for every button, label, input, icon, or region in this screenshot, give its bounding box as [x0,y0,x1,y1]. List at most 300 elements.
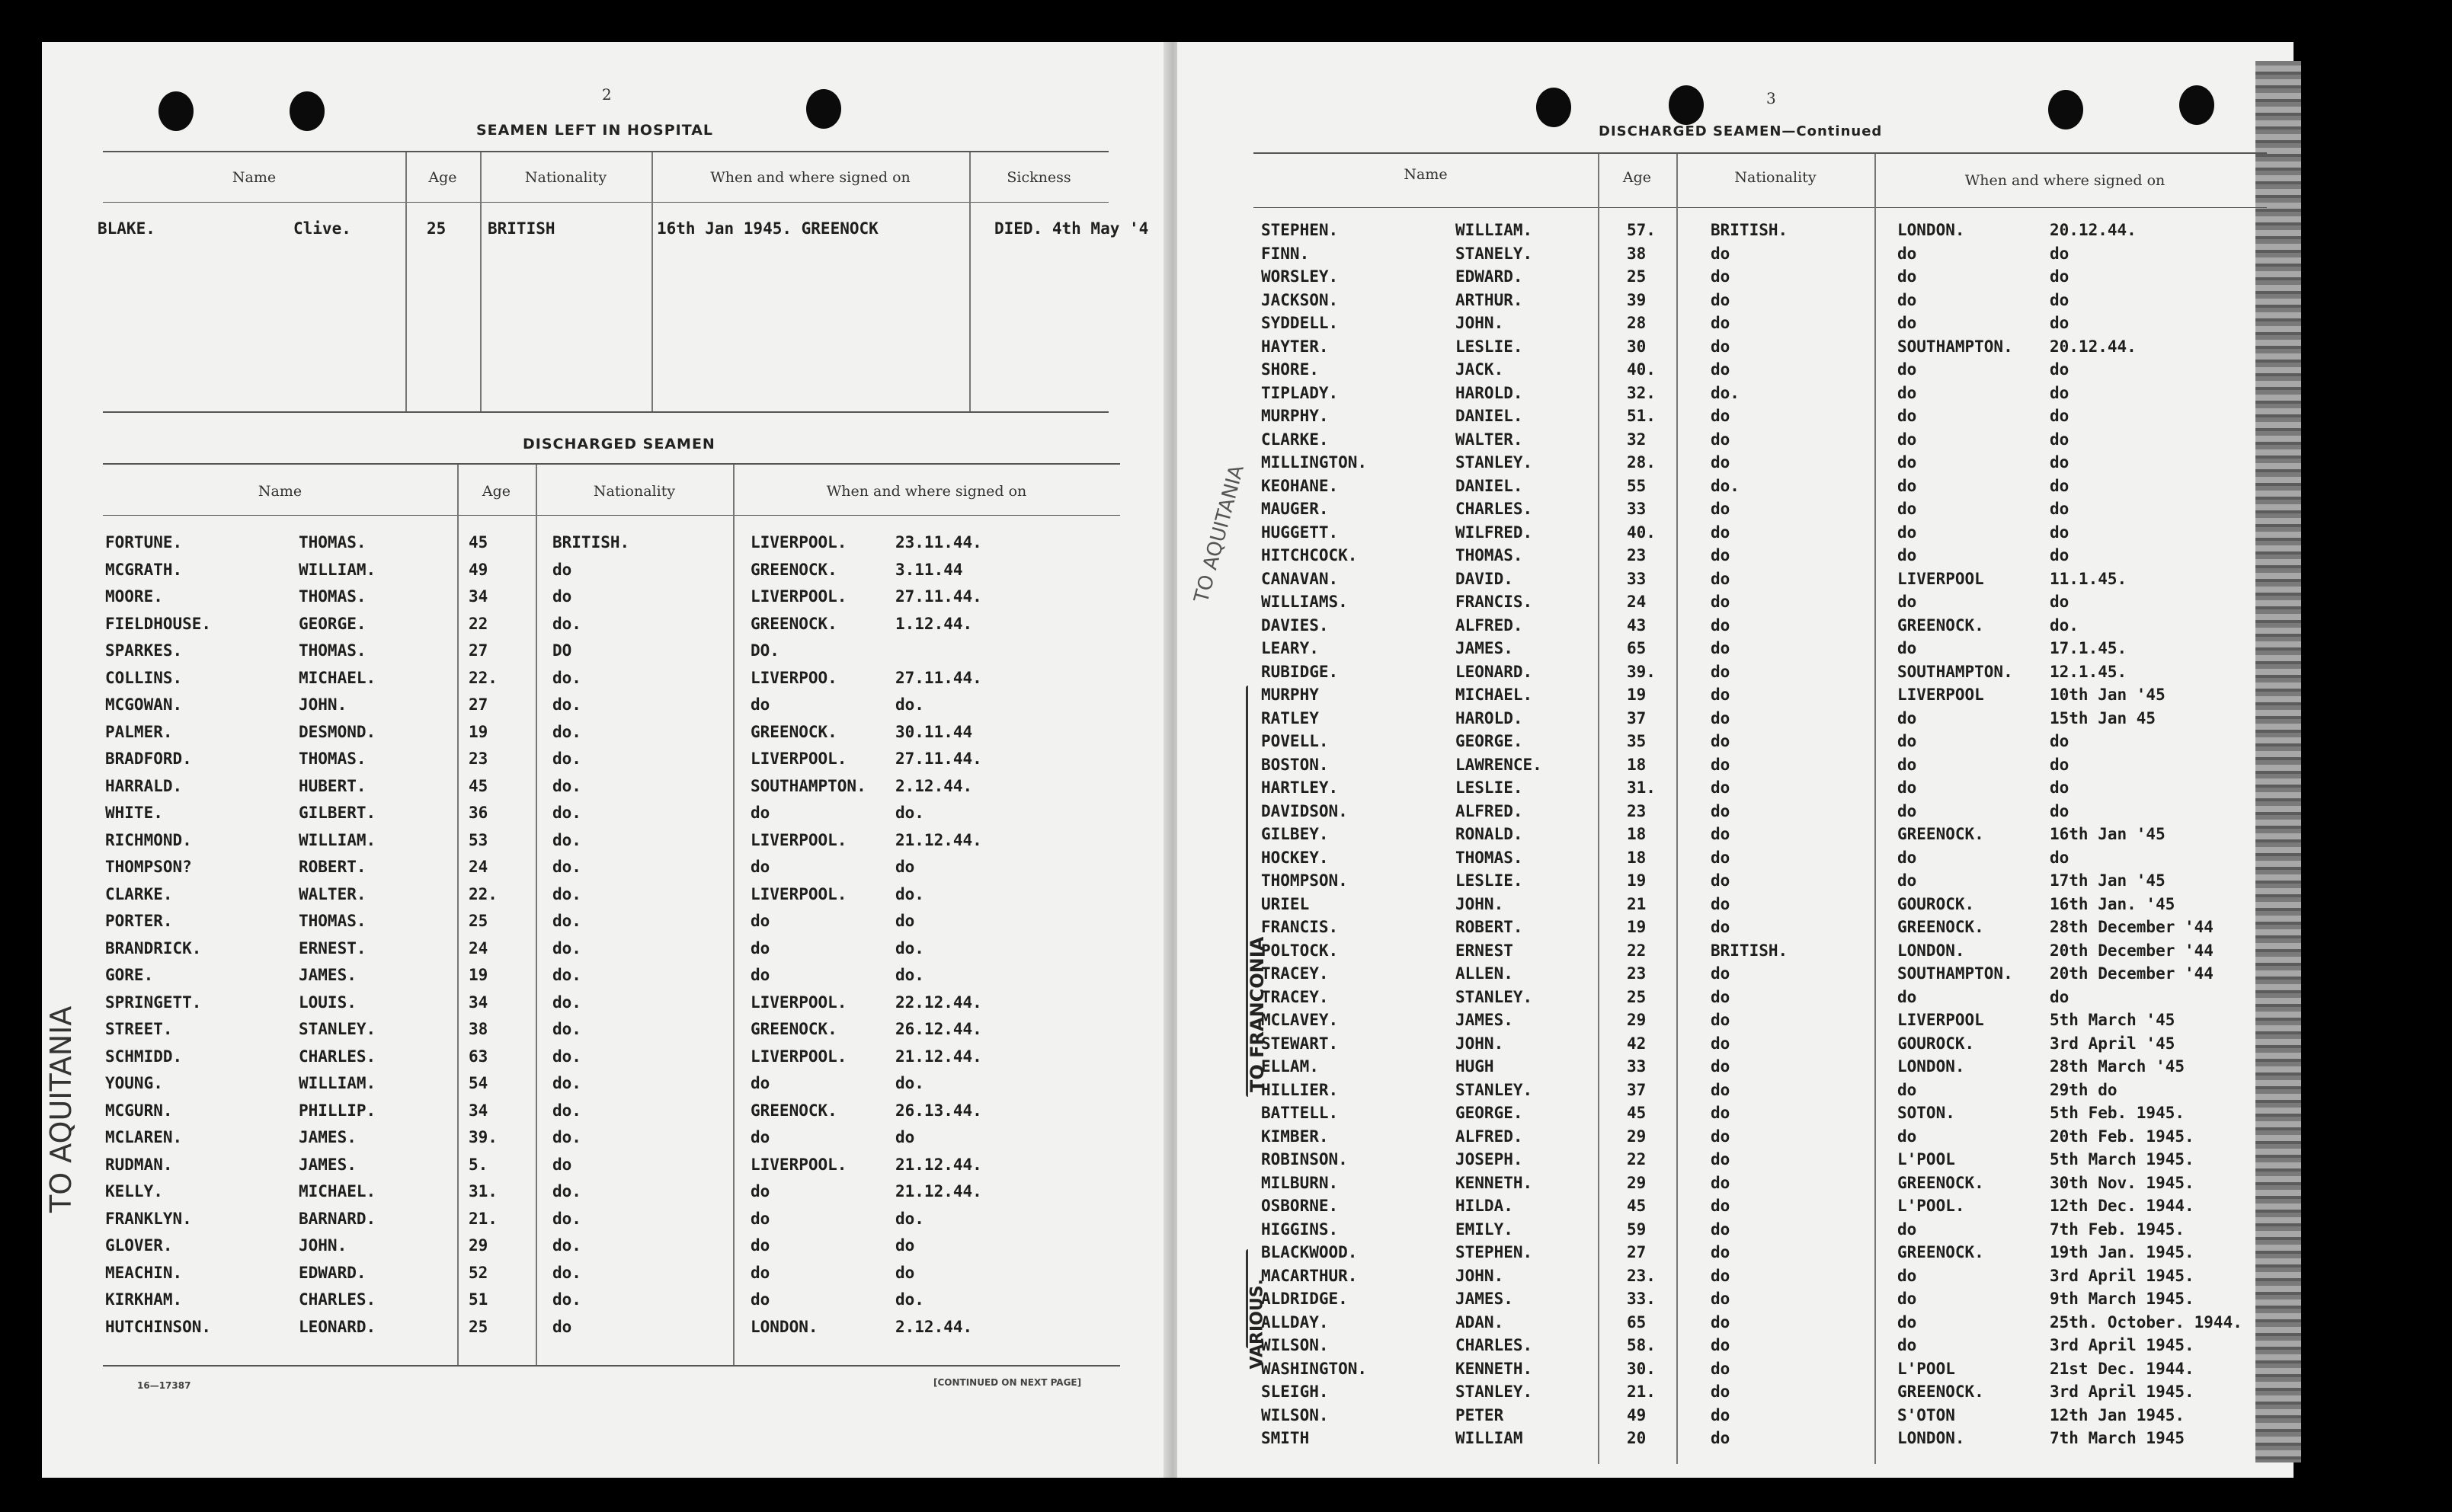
surname-cell: HIGGINS. [1261,1220,1339,1239]
first-name-cell: JOHN. [1455,1266,1504,1285]
nationality-cell: do. [1711,383,1740,402]
nationality-cell: do. [552,750,581,768]
date-cell: 27.11.44. [895,587,982,606]
table-row [0,938,2286,964]
age-cell: 23 [1627,546,1647,564]
table-row [0,267,2286,290]
surname-cell: HUGGETT. [1261,523,1339,542]
nationality-cell: do [1711,894,1730,913]
nationality-cell: do [1711,755,1730,774]
date-cell: do [2050,500,2069,518]
surname-cell: OSBORNE. [1261,1197,1339,1215]
date-cell: do. [895,966,924,984]
column-header: When and where signed on [826,483,1027,500]
table-row [0,756,2286,778]
punch-hole [290,91,325,131]
nationality-cell: BRITISH. [1711,941,1788,960]
date-cell: 12.1.45. [2050,662,2127,681]
date-cell: do. [895,938,924,957]
age-cell: 29 [1627,1173,1647,1192]
nationality-cell: do. [552,614,581,633]
first-name-cell: WILLIAM. [299,560,376,579]
table-row [0,1267,2286,1290]
first-name-cell: Clive. [293,219,351,238]
first-name-cell: ROBERT. [299,858,367,876]
surname-cell: ROBINSON. [1261,1150,1348,1168]
date-cell: 21.12.44. [895,1155,982,1174]
date-cell: do. [895,1209,924,1228]
right-page-title: DISCHARGED SEAMEN—Continued [1599,123,1883,139]
age-cell: 33 [1627,1057,1647,1076]
table-row [0,314,2286,337]
surname-cell: RICHMOND. [105,830,192,849]
age-cell: 40. [1627,360,1656,379]
surname-cell: BOSTON. [1261,755,1329,774]
surname-cell: RATLEY [1261,708,1319,727]
place-cell: do [1897,1336,1917,1354]
first-name-cell: STANLEY. [1455,1080,1533,1099]
first-name-cell: RONALD. [1455,825,1523,843]
date-cell: 21.12.44. [895,830,982,849]
age-cell: 25 [469,912,488,930]
first-name-cell: THOMAS. [299,912,367,930]
rule [1253,207,2267,208]
date-cell: do [2050,848,2069,867]
date-cell: do. [895,884,924,903]
surname-cell: STEPHEN. [1261,221,1339,239]
age-cell: 27 [469,695,488,714]
surname-cell: HAYTER. [1261,337,1329,356]
age-cell: 54 [469,1074,488,1092]
nationality-cell: do [1711,546,1730,564]
place-cell: SOUTHAMPTON. [751,776,866,795]
first-name-cell: HAROLD. [1455,383,1523,402]
nationality-cell: do. [552,722,581,741]
surname-cell: JACKSON. [1261,290,1339,309]
surname-cell: ALLDAY. [1261,1312,1329,1331]
first-name-cell: LEONARD. [299,1317,376,1336]
date-cell: do [2050,360,2069,379]
first-name-cell: ADAN. [1455,1312,1504,1331]
table-row [0,407,2286,430]
first-name-cell: ALFRED. [1455,1127,1523,1146]
age-cell: 21. [469,1209,498,1228]
age-cell: 27 [1627,1243,1647,1261]
place-cell: do [751,1074,770,1092]
first-name-cell: JAMES. [299,1128,357,1146]
age-cell: 63 [469,1047,488,1066]
age-cell: 39 [1627,290,1647,309]
table-row [0,523,2286,546]
date-cell: 1.12.44. [895,614,973,633]
date-cell: 17.1.45. [2050,639,2127,657]
nationality-cell: do. [552,938,581,957]
nationality-cell: do [1711,569,1730,588]
place-cell: do [751,1263,770,1282]
surname-cell: SMITH [1261,1429,1310,1447]
age-cell: 34 [469,1101,488,1120]
first-name-cell: THOMAS. [1455,848,1523,867]
table-row [0,778,2286,801]
date-cell: 28th March '45 [2050,1057,2185,1076]
place-cell: do [1897,593,1917,611]
surname-cell: WASHINGTON. [1261,1359,1368,1378]
place-cell: GREENOCK. [1897,1383,1984,1401]
date-cell: do. [895,1074,924,1092]
nationality-cell: do [1711,1104,1730,1122]
first-name-cell: PETER [1455,1405,1504,1424]
place-cell: do [1897,453,1917,472]
column-header: Age [482,483,511,500]
table-row [0,337,2286,360]
date-cell: do [2050,453,2069,472]
table-row [0,593,2286,615]
surname-cell: HARRALD. [105,776,183,795]
date-cell: 30th Nov. 1945. [2050,1173,2194,1192]
nationality-cell: do [1711,1197,1730,1215]
date-cell: do [2050,267,2069,286]
handwritten-margin-note: VARIOUS. [1247,1279,1267,1370]
first-name-cell: WILLIAM. [1455,221,1533,239]
first-name-cell: JAMES. [1455,1011,1513,1029]
nationality-cell: do [1711,1057,1730,1076]
date-cell: do [2050,987,2069,1006]
place-cell: L'POOL [1897,1359,1955,1378]
first-name-cell: THOMAS. [299,533,367,551]
age-cell: 23 [469,750,488,768]
table-row [0,1127,2286,1150]
first-name-cell: HAROLD. [1455,708,1523,727]
first-name-cell: WALTER. [299,884,367,903]
surname-cell: MCGRATH. [105,560,183,579]
punch-hole [2048,90,2083,129]
age-cell: 19 [1627,871,1647,890]
nationality-cell: do [1711,430,1730,449]
punch-hole [158,91,194,131]
age-cell: 32 [1627,430,1647,449]
surname-cell: GILBEY. [1261,825,1329,843]
handwritten-margin-note: TO AQUITANIA [1189,462,1249,606]
age-cell: 24 [1627,593,1647,611]
nationality-cell: do [1711,732,1730,750]
surname-cell: MCLAREN. [105,1128,183,1146]
date-cell: 10th Jan '45 [2050,686,2166,704]
surname-cell: FRANCIS. [1261,918,1339,936]
date-cell: 20th December '44 [2050,941,2214,960]
sickness-cell: DIED. 4th May '4 [994,219,1149,238]
place-cell: DO. [751,641,779,660]
table-row [0,1220,2286,1243]
place-cell: GREENOCK. [751,614,837,633]
surname-cell: POLTOCK. [1261,941,1339,960]
surname-cell: MOORE. [105,587,163,606]
nationality-cell: do. [552,858,581,876]
place-cell: do [1897,267,1917,286]
place-cell: GREENOCK. [751,1020,837,1038]
place-cell: do [1897,360,1917,379]
surname-cell: THOMPSON. [1261,871,1348,890]
place-cell: SOUTHAMPTON. [1897,964,2013,983]
surname-cell: KIRKHAM. [105,1290,183,1309]
nationality-cell: do [552,1155,572,1174]
surname-cell: MURPHY [1261,686,1319,704]
nationality-cell: do [1711,290,1730,309]
column-header: Nationality [1734,169,1817,186]
first-name-cell: ROBERT. [1455,918,1523,936]
age-cell: 39. [1627,662,1656,681]
table-row [0,245,2286,267]
age-cell: 25 [1627,267,1647,286]
nationality-cell: do [1711,1011,1730,1029]
first-name-cell: EDWARD. [1455,267,1523,286]
nationality-cell: do. [1711,476,1740,495]
surname-cell: YOUNG. [105,1074,163,1092]
date-cell: do [2050,314,2069,332]
place-cell: do [751,1182,770,1200]
nationality-cell: BRITISH [488,219,555,238]
date-cell: 20th Feb. 1945. [2050,1127,2194,1146]
nationality-cell: do [1711,360,1730,379]
surname-cell: SPARKES. [105,641,183,660]
nationality-cell: do. [552,912,581,930]
place-cell: do [1897,546,1917,564]
nationality-cell: do. [552,776,581,795]
age-cell: 36 [469,804,488,822]
age-cell: 49 [469,560,488,579]
date-cell: 3rd April 1945. [2050,1336,2194,1354]
nationality-cell: do [1711,1312,1730,1331]
surname-cell: MCGOWAN. [105,695,183,714]
first-name-cell: ALFRED. [1455,615,1523,635]
table-row [0,825,2286,848]
place-cell: GOUROCK. [1897,894,1975,913]
first-name-cell: STANLEY. [299,1020,376,1038]
age-cell: 30 [1627,337,1647,356]
date-cell: do [2050,383,2069,402]
age-cell: 29 [469,1236,488,1255]
nationality-cell: do [1711,1034,1730,1053]
first-name-cell: JOHN. [1455,1034,1504,1053]
column-header: Age [428,169,457,186]
surname-cell: MACARTHUR. [1261,1266,1358,1285]
table-row [0,616,2286,639]
table-row [0,709,2286,732]
first-name-cell: EDWARD. [299,1263,367,1282]
place-cell: SOUTHAMPTON. [1897,337,2013,356]
surname-cell: KIMBER. [1261,1127,1329,1146]
signed-on-cell: 16th Jan 1945. GREENOCK [657,219,879,238]
place-cell: LIVERPOOL. [751,830,847,849]
age-cell: 45 [469,533,488,551]
date-cell: 3rd April '45 [2050,1034,2175,1053]
place-cell: do [1897,639,1917,657]
surname-cell: MCLAVEY. [1261,1011,1339,1029]
place-cell: L'POOL [1897,1150,1955,1168]
date-cell: 21.12.44. [895,1047,982,1066]
date-cell: do. [895,1290,924,1309]
date-cell: 20th December '44 [2050,964,2214,983]
first-name-cell: LEONARD. [1455,662,1533,681]
surname-cell: WILSON. [1261,1405,1329,1424]
surname-cell: MURPHY. [1261,407,1329,425]
table-row [0,1034,2286,1057]
nationality-cell: do [552,1317,572,1336]
hospital-section-title: SEAMEN LEFT IN HOSPITAL [476,122,714,139]
surname-cell: TRACEY. [1261,964,1329,983]
place-cell: do [1897,755,1917,774]
place-cell: do [1897,500,1917,518]
surname-cell: COLLINS. [105,668,183,687]
date-cell: do [895,1236,915,1255]
first-name-cell: STANLEY. [1455,453,1533,472]
date-cell: 2.12.44. [895,1317,973,1336]
nationality-cell: do. [552,1263,581,1282]
nationality-cell: do [1711,708,1730,727]
table-row [0,802,2286,825]
age-cell: 25 [427,219,447,238]
nationality-cell: BRITISH. [552,533,630,551]
table-row [0,221,2286,244]
place-cell: do [751,1209,770,1228]
age-cell: 5. [469,1155,488,1174]
date-cell: do. [2050,615,2079,635]
nationality-cell: do [1711,453,1730,472]
first-name-cell: JOHN. [1455,894,1504,913]
nationality-cell: do [1711,523,1730,542]
age-cell: 23 [1627,964,1647,983]
nationality-cell: do. [552,966,581,984]
place-cell: LONDON. [751,1317,818,1336]
nationality-cell: do. [552,884,581,903]
place-cell: LIVERPOOL [1897,1011,1984,1029]
handwritten-margin-note: TO AQUITANIA [44,1005,78,1213]
table-row [0,1406,2286,1429]
age-cell: 59 [1627,1220,1647,1239]
nationality-cell: do. [552,695,581,714]
date-cell: 2.12.44. [895,776,973,795]
surname-cell: FRANKLYN. [105,1209,192,1228]
place-cell: GREENOCK. [1897,1243,1984,1261]
age-cell: 22. [469,884,498,903]
first-name-cell: GILBERT. [299,804,376,822]
first-name-cell: HUGH [1455,1057,1494,1076]
date-cell: 7th Feb. 1945. [2050,1220,2185,1239]
place-cell: do [1897,1220,1917,1239]
nationality-cell: do [1711,1243,1730,1261]
place-cell: L'POOL. [1897,1197,1965,1215]
first-name-cell: WALTER. [1455,430,1523,449]
nationality-cell: do [1711,1383,1730,1401]
table-row [0,477,2286,500]
table-row [0,1383,2286,1405]
surname-cell: RUBIDGE. [1261,662,1339,681]
nationality-cell: do [1711,964,1730,983]
column-header: Age [1622,169,1652,186]
surname-cell: WORSLEY. [1261,267,1339,286]
form-number: 16—17387 [137,1380,191,1391]
age-cell: 23 [1627,801,1647,820]
surname-cell: HOCKEY. [1261,848,1329,867]
place-cell: LIVERPOOL. [751,533,847,551]
surname-cell: RUDMAN. [105,1155,173,1174]
place-cell: GREENOCK. [1897,1173,1984,1192]
surname-cell: LEARY. [1261,639,1319,657]
nationality-cell: do. [552,830,581,849]
table-row [0,1057,2286,1080]
age-cell: 18 [1627,848,1647,867]
first-name-cell: DAVID. [1455,569,1513,588]
date-cell: do [2050,778,2069,797]
nationality-cell: do [1711,500,1730,518]
date-cell: do [2050,546,2069,564]
age-cell: 45 [1627,1104,1647,1122]
nationality-cell: do. [552,1128,581,1146]
surname-cell: PORTER. [105,912,173,930]
surname-cell: MEACHIN. [105,1263,183,1282]
age-cell: 29 [1627,1127,1647,1146]
place-cell: do [1897,1127,1917,1146]
first-name-cell: JACK. [1455,360,1504,379]
table-row [0,1011,2286,1034]
punch-hole [2179,85,2214,125]
place-cell: do [1897,244,1917,263]
surname-cell: URIEL [1261,894,1310,913]
place-cell: LIVERPOOL. [751,750,847,768]
nationality-cell: do [1711,871,1730,890]
first-name-cell: LESLIE. [1455,337,1523,356]
place-cell: LONDON. [1897,941,1965,960]
first-name-cell: HILDA. [1455,1197,1513,1215]
date-cell: do [2050,290,2069,309]
page-number: 3 [1766,89,1776,107]
place-cell: do [1897,523,1917,542]
first-name-cell: MICHAEL. [1455,686,1533,704]
first-name-cell: FRANCIS. [1455,593,1533,611]
surname-cell: ELLAM. [1261,1057,1319,1076]
surname-cell: HARTLEY. [1261,778,1339,797]
nationality-cell: do [1711,987,1730,1006]
nationality-cell: do [1711,267,1730,286]
page-number: 2 [602,85,612,104]
first-name-cell: THOMAS. [1455,546,1523,564]
nationality-cell: do [1711,1359,1730,1378]
surname-cell: POVELL. [1261,732,1329,750]
table-row [0,500,2286,523]
place-cell: do [751,938,770,957]
nationality-cell: do [1711,244,1730,263]
date-cell: do [2050,407,2069,425]
first-name-cell: GEORGE. [1455,732,1523,750]
age-cell: 30. [1627,1359,1656,1378]
surname-cell: BATTELL. [1261,1104,1339,1122]
continued-note: [CONTINUED ON NEXT PAGE] [933,1377,1082,1388]
place-cell: LIVERPOOL. [751,1047,847,1066]
first-name-cell: THOMAS. [299,641,367,660]
surname-cell: CLARKE. [105,884,173,903]
place-cell: LIVERPOOL. [751,1155,847,1174]
table-row [0,918,2286,941]
first-name-cell: JAMES. [1455,1290,1513,1308]
nationality-cell: do [1711,848,1730,867]
age-cell: 22 [469,614,488,633]
date-cell: 22.12.44. [895,993,982,1012]
nationality-cell: do [1711,1080,1730,1099]
table-row [0,964,2286,987]
date-cell: 5th Feb. 1945. [2050,1104,2185,1122]
nationality-cell: do [1711,1405,1730,1424]
age-cell: 39. [469,1128,498,1146]
first-name-cell: JOSEPH. [1455,1150,1523,1168]
